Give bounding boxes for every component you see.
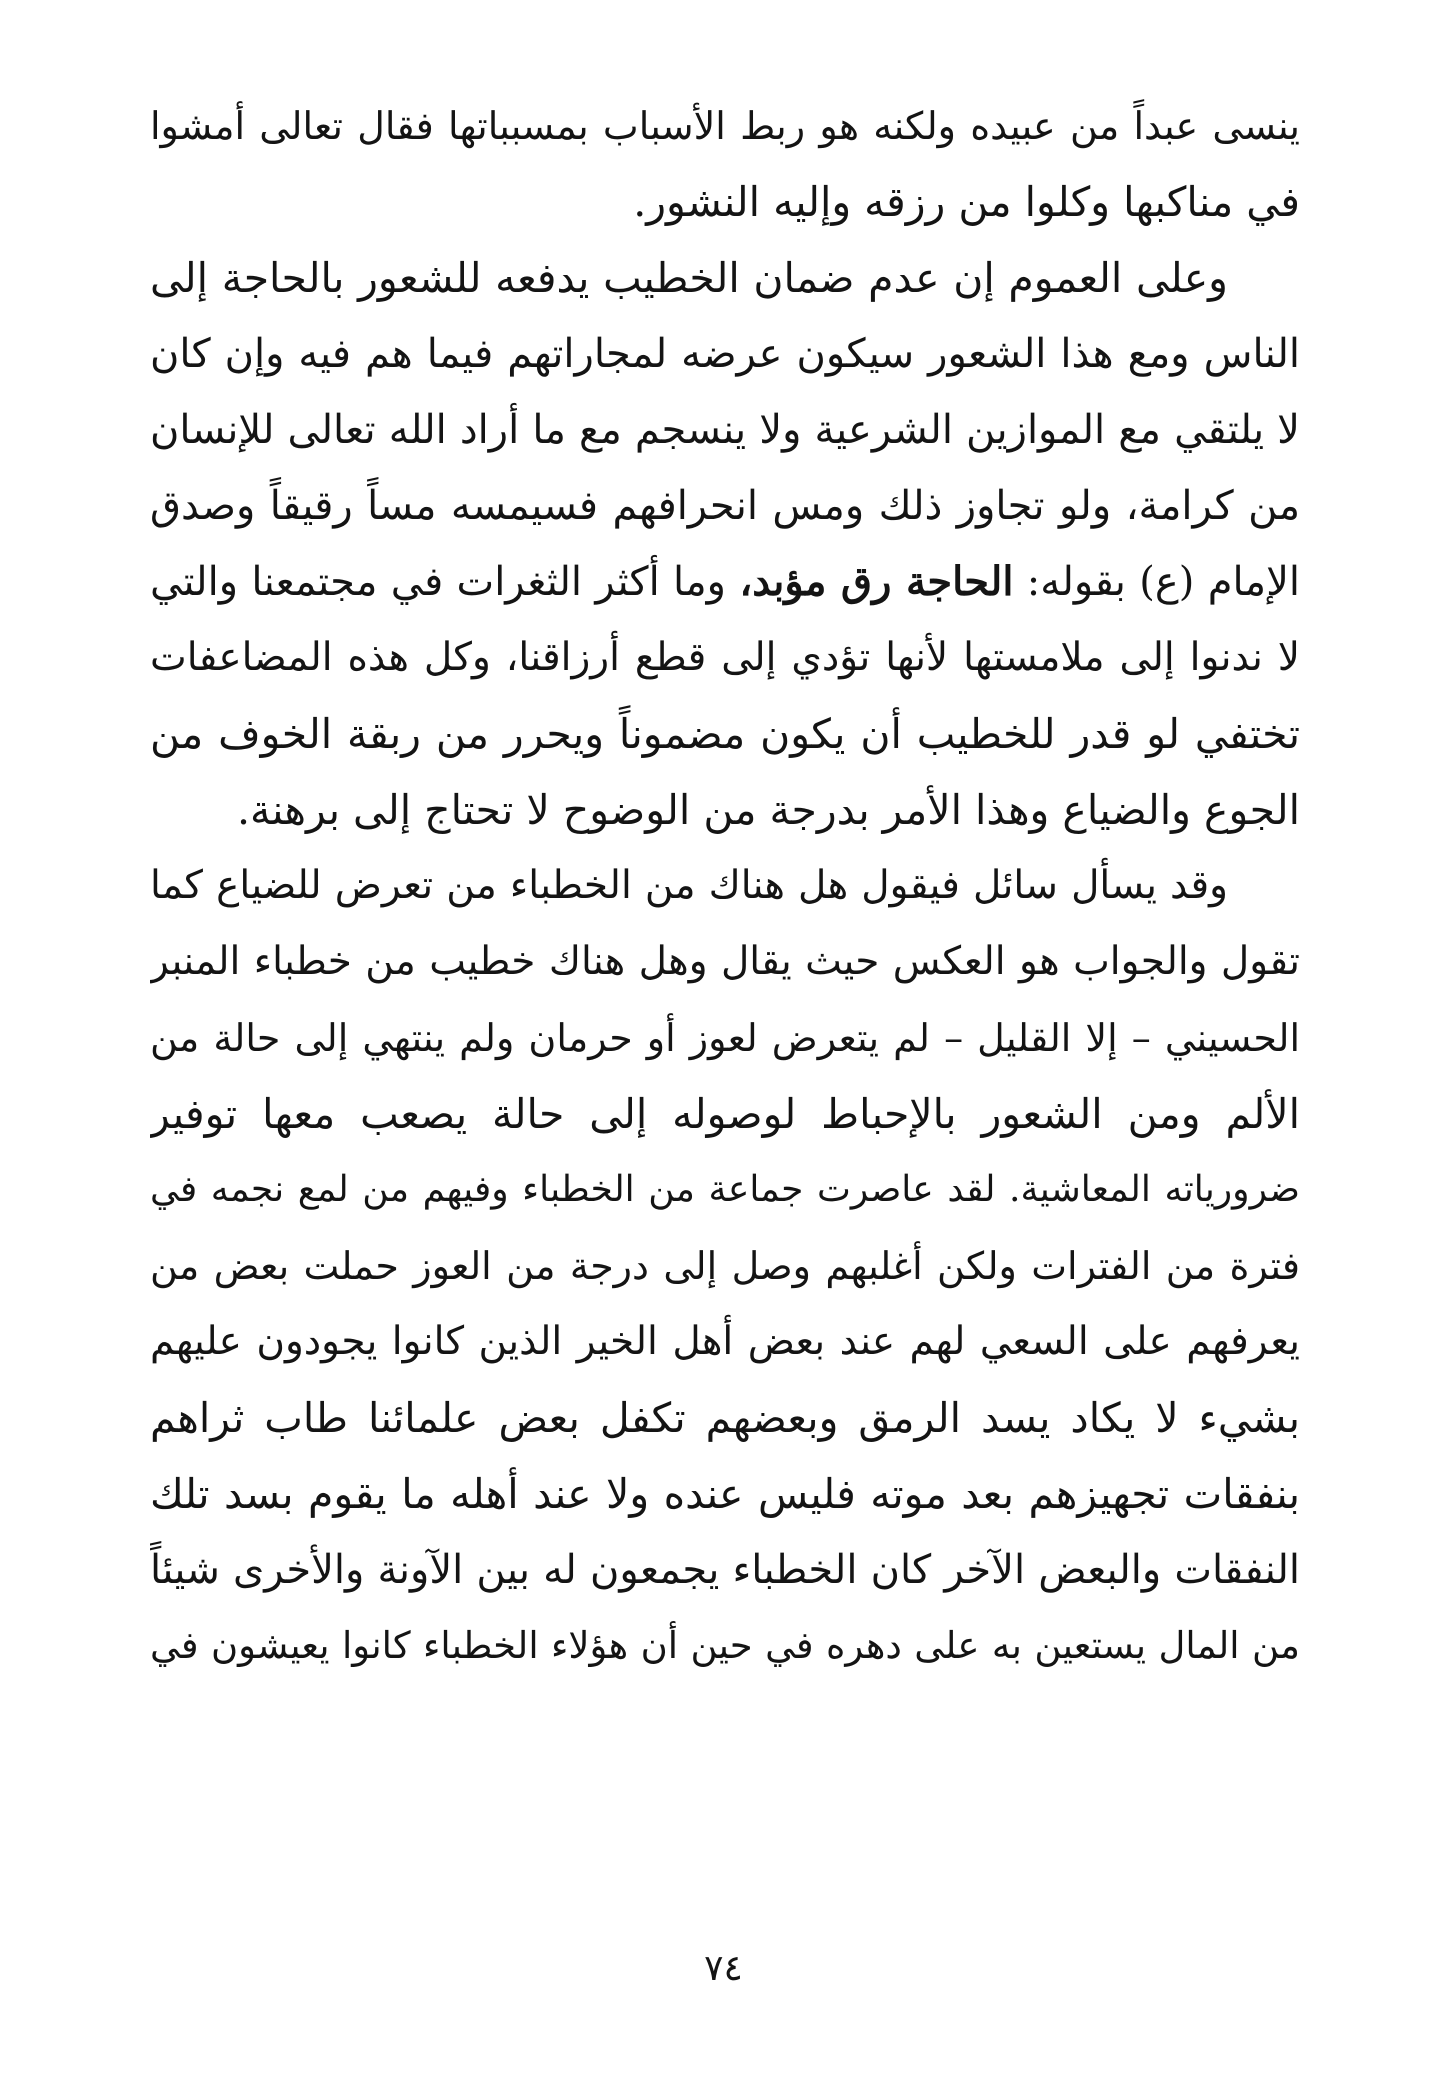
- text-line-11: وقد يسأل سائل فيقول هل هناك من الخطباء من تعرض للضياع كما: [150, 863, 1228, 908]
- quote-bold: الحاجة رق مؤبد،: [739, 558, 1014, 605]
- text-line-2: في مناكبها وكلوا من رزقه وإليه النشور.: [633, 178, 1300, 226]
- text-line-17: يعرفهم على السعي لهم عند بعض أهل الخير الذين كانوا يجودون عليهم: [150, 1319, 1300, 1364]
- text-line-4: الناس ومع هذا الشعور سيكون عرضه لمجاراتهم فيما هم فيه وإن كان: [150, 331, 1300, 377]
- text-line-8: لا ندنوا إلى ملامستها لأنها تؤدي إلى قطع أرزاقنا، وكل هذه المضاعفات: [150, 635, 1300, 680]
- text-line-12: تقول والجواب هو العكس حيث يقال وهل هناك خطيب من خطباء المنبر: [150, 939, 1300, 984]
- text-line-9: تختفي لو قدر للخطيب أن يكون مضموناً ويحرر من ربقة الخوف من: [150, 710, 1300, 758]
- text-line-10: الجوع والضياع وهذا الأمر بدرجة من الوضوح لا تحتاج إلى برهنة.: [236, 786, 1300, 834]
- text-line-14: الألم ومن الشعور بالإحباط لوصوله إلى حالة يصعب معها توفير: [150, 1090, 1300, 1138]
- text-line-5: لا يلتقي مع الموازين الشرعية ولا ينسجم مع ما أراد الله تعالى للإنسان: [150, 407, 1300, 453]
- body-text: [150, 88, 1300, 1684]
- text-line-7-rest: وما أكثر الثغرات في مجتمعنا والتي: [150, 559, 726, 605]
- text-line-3: وعلى العموم إن عدم ضمان الخطيب يدفعه للشعور بالحاجة إلى: [150, 254, 1228, 302]
- text-line-19: بنفقات تجهيزهم بعد موته فليس عنده ولا عند أهله ما يقوم بسد تلك: [150, 1470, 1300, 1518]
- text-line-6: من كرامة، ولو تجاوز ذلك ومس انحرافهم فسيمسه مساً رقيقاً وصدق: [150, 483, 1300, 529]
- text-line-13: الحسيني – إلا القليل – لم يتعرض لعوز أو حرمان ولم ينتهي إلى حالة من: [150, 1016, 1300, 1060]
- text-line-15: ضرورياته المعاشية. لقد عاصرت جماعة من الخطباء وفيهم من لمع نجمه في: [150, 1169, 1300, 1210]
- page-number: ٧٤: [704, 1948, 743, 1989]
- text-line-1: ينسى عبداً من عبيده ولكنه هو ربط الأسباب بمسبباتها فقال تعالى أمشوا: [150, 104, 1300, 148]
- text-line-21: من المال يستعين به على دهره في حين أن هؤلاء الخطباء كانوا يعيشون في: [150, 1624, 1300, 1667]
- text-line-16: فترة من الفترات ولكن أغلبهم وصل إلى درجة من العوز حملت بعض من: [150, 1244, 1300, 1288]
- text-line-20: النفقات والبعض الآخر كان الخطباء يجمعون له بين الآونة والأخرى شيئاً: [150, 1547, 1300, 1593]
- text-line-7-prefix: الإمام (ع) بقوله:: [1026, 559, 1300, 605]
- text-line-18: بشيء لا يكاد يسد الرمق وبعضهم تكفل بعض علمائنا طاب ثراهم: [150, 1394, 1300, 1442]
- text-line-7: [150, 544, 1300, 620]
